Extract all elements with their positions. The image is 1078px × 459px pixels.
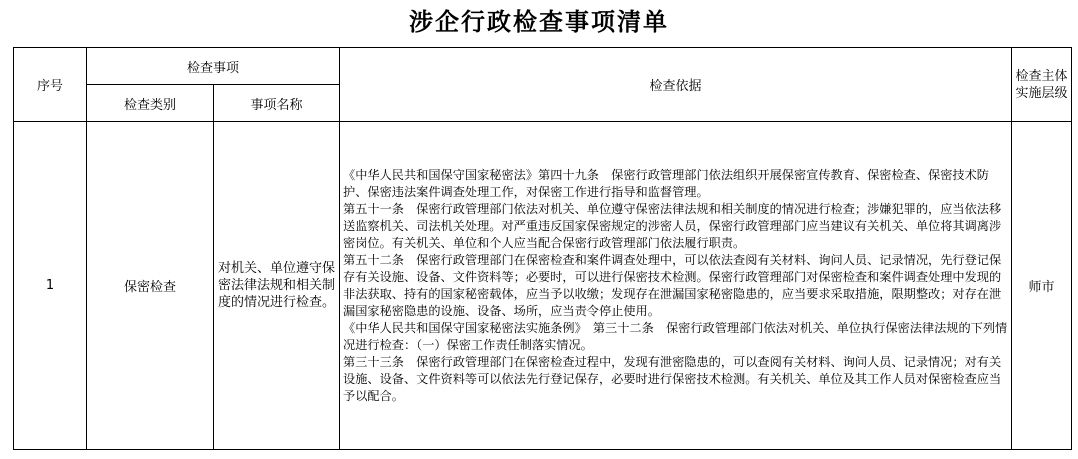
header-basis: 检查依据 xyxy=(340,48,1012,122)
basis-paragraph: 第五十一条 保密行政管理部门依法对机关、单位遵守保密法律法规和相关制度的情况进行检查；涉嫌犯罪的，应当依法移送监察机关、司法机关处理。对严重违反国家保密规定的涉密人员，保密行政管理部门应当建议有关机关、单位将其调离涉密岗位。有关机关、单位和个人应当配合保密行政管理部门依法履行职责。 xyxy=(343,201,1002,250)
cell-level: 师市 xyxy=(1012,122,1072,450)
table-row xyxy=(14,122,1072,450)
header-level: 检查主体实施层级 xyxy=(1012,48,1072,122)
cell-basis xyxy=(340,122,1012,450)
header-category: 检查类别 xyxy=(87,85,214,122)
basis-paragraph: 《中华人民共和国保守国家秘密法实施条例》 第三十二条 保密行政管理部门依法对机关、单位执行保密法律法规的下列情况进行检查：（一）保密工作责任制落实情况。 xyxy=(343,320,1008,352)
basis-paragraph: 《中华人民共和国保守国家秘密法》第四十九条 保密行政管理部门依法组织开展保密宣传教育、保密检查、保密技术防护、保密违法案件调查处理工作，对保密工作进行指导和监督管理。 xyxy=(343,167,989,199)
cell-category: 保密检查 xyxy=(87,122,214,450)
page-title: 涉企行政检查事项清单 xyxy=(409,8,669,36)
basis-paragraph: 第五十二条 保密行政管理部门在保密检查和案件调查处理中，可以依法查阅有关材料、询问人员、记录情况，先行登记保存有关设施、设备、文件资料等；必要时，可以进行保密技术检测。保密行政管理部门对保密检查和案件调查处理中发现的非法获取、持有的国家秘密载体，应当予以收缴；发现存在泄漏国家秘密隐患的，应当要求采取措施，限期整改；对存在泄漏国家秘密隐患的设施、设备、场所，应当责令停止使用。 xyxy=(343,252,1002,318)
header-seq: 序号 xyxy=(14,48,87,122)
cell-item-name: 对机关、单位遵守保密法律法规和相关制度的情况进行检查。 xyxy=(214,122,340,450)
basis-paragraph: 第三十三条 保密行政管理部门在保密检查过程中，发现有泄密隐患的，可以查阅有关材料、询问人员、记录情况；对有关设施、设备、文件资料等可以依法先行登记保存，必要时进行保密技术检测。有关机关、单位及其工作人员对保密检查应当予以配合。 xyxy=(343,354,1002,403)
cell-seq: 1 xyxy=(14,122,87,450)
inspection-table xyxy=(13,47,1072,450)
header-check-item: 检查事项 xyxy=(87,48,340,85)
header-item-name: 事项名称 xyxy=(214,85,340,122)
header-row-1 xyxy=(14,48,1072,85)
